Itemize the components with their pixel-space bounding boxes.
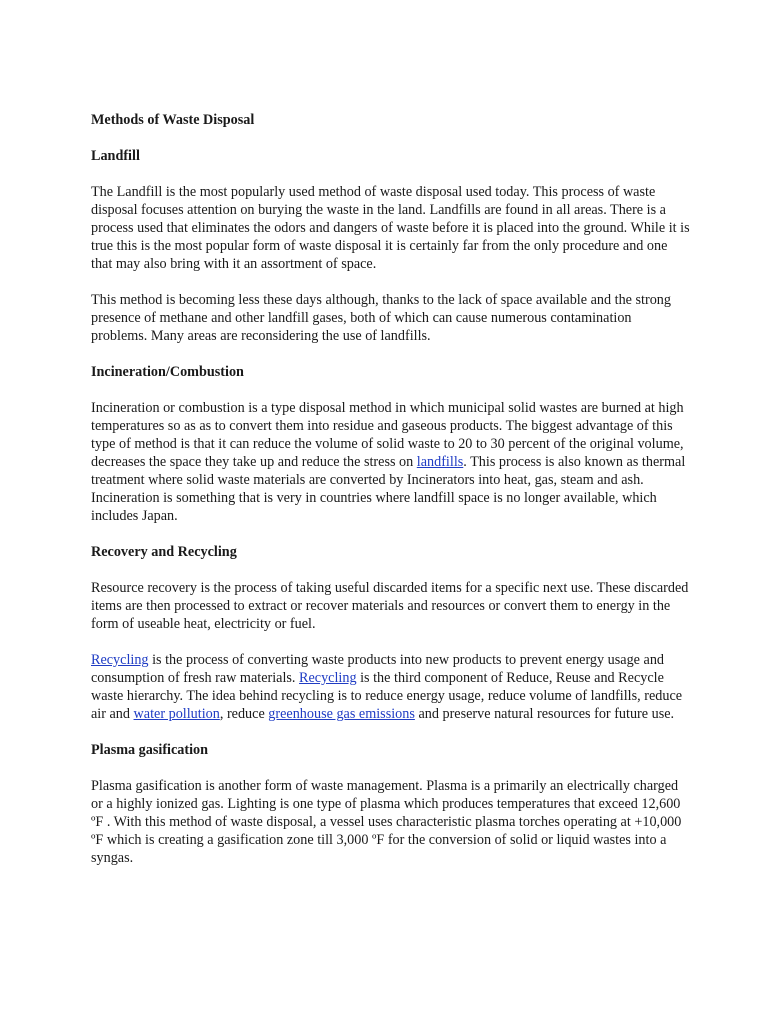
text-segment: , reduce <box>219 706 269 722</box>
paragraph-recovery-2 <box>91 651 691 723</box>
paragraph-recovery-1: Resource recovery is the process of taking useful discarded items for a specific next use. These discarded items are then processed to extract or recover materials and resources or convert them to energy in the form of useable heat, electricity or fuel. <box>91 580 689 632</box>
text-segment: Incineration or combustion is a type disposal method in which municipal solid wastes are burned at high temperatures so as as to convert them into residue and gaseous products. The biggest advantage of this type of method is that it can reduce the volume of solid waste to 20 to 30 percent of the original volume, decreases the space they take up and reduce the stress on <box>91 400 684 470</box>
paragraph-plasma-1: Plasma gasification is another form of waste management. Plasma is a primarily an electrically charged or a highly ionized gas. Lighting is one type of plasma which produces temperatures that exceed 12,600 ºF . With this method of waste disposal, a vessel uses characteristic plasma torches operating at +10,000 ºF which is creating a gasification zone till 3,000 ºF for the conversion of solid or liquid wastes into a syngas. <box>91 778 682 866</box>
heading-landfill: Landfill <box>91 148 140 164</box>
link-landfills[interactable]: landfills <box>416 454 464 470</box>
heading-incineration: Incineration/Combustion <box>91 364 244 380</box>
paragraph-incineration-1 <box>91 399 691 525</box>
document-title: Methods of Waste Disposal <box>91 112 255 128</box>
text-segment: is the third component of Reduce, Reuse and Recycle waste hierarchy. The idea behind recycling is to reduce energy usage, reduce volume of landfills, reduce air and <box>91 670 683 722</box>
paragraph-landfill-1: The Landfill is the most popularly used method of waste disposal used today. This process of waste disposal focuses attention on burying the waste in the land. Landfills are found in all areas. There is a process used that eliminates the odors and dangers of waste before it is placed into the ground. While it is true this is the most popular form of waste disposal it is certainly far from the only procedure and one that may also bring with it an assortment of space. <box>91 184 690 272</box>
document-page <box>91 111 691 885</box>
link-recycling[interactable]: Recycling <box>91 652 149 668</box>
text-segment: . This process is also known as thermal treatment where solid waste materials are converted by Incinerators into heat, gas, steam and ash. Incineration is something that is very in countries where landfill space is no longer available, which includes Japan. <box>91 454 686 524</box>
link-greenhouse-gas-emissions[interactable]: greenhouse gas emissions <box>268 706 415 722</box>
text-segment: is the process of converting waste products into new products to prevent energy usage and consumption of fresh raw materials. <box>91 652 665 686</box>
link-recycling-2[interactable]: Recycling <box>299 670 357 686</box>
text-segment: and preserve natural resources for future use. <box>414 706 675 722</box>
heading-plasma: Plasma gasification <box>91 742 209 758</box>
link-water-pollution[interactable]: water pollution <box>133 706 220 722</box>
paragraph-landfill-2: This method is becoming less these days although, thanks to the lack of space available and the strong presence of methane and other landfill gases, both of which can cause numerous contamination problems. Many areas are reconsidering the use of landfills. <box>91 292 671 344</box>
heading-recovery: Recovery and Recycling <box>91 544 237 560</box>
